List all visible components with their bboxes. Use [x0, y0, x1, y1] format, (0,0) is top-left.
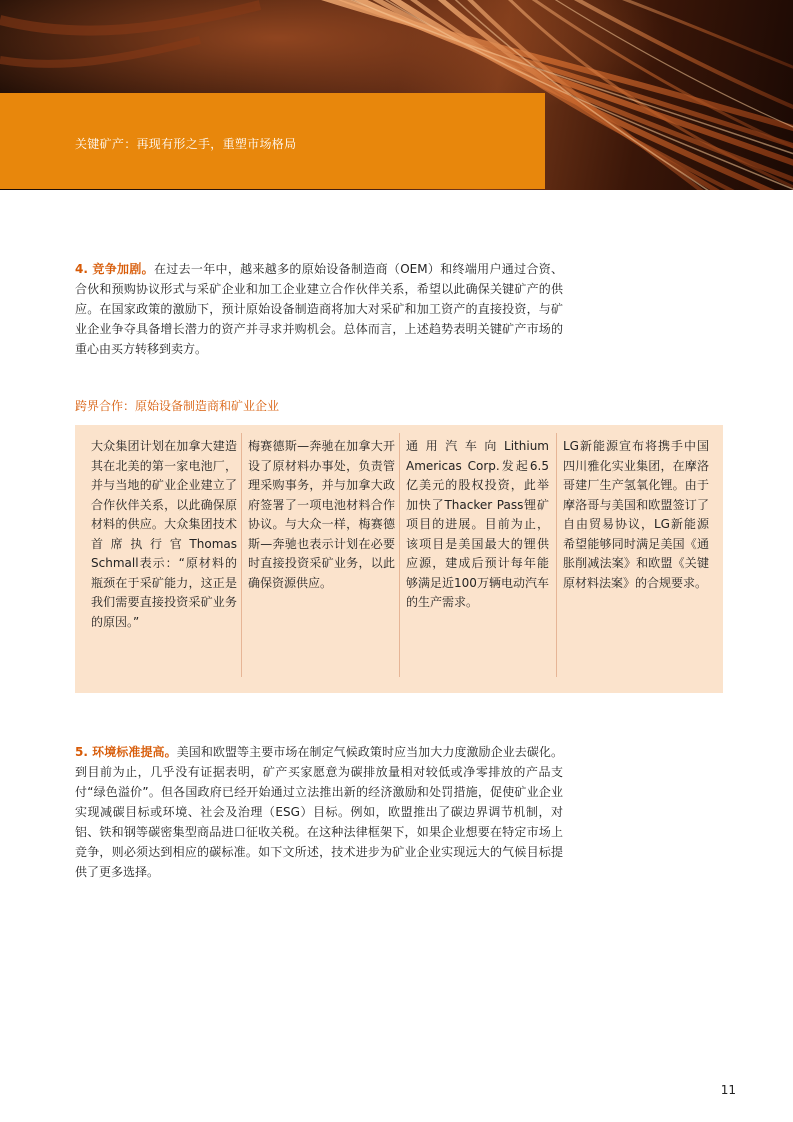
paragraph-lead-environment: 5. 环境标准提高。: [75, 745, 177, 759]
column-divider: [241, 433, 242, 677]
case-column-lg-energy: LG新能源宣布将携手中国四川雅化实业集团，在摩洛哥建厂生产氢氧化锂。由于摩洛哥与美国和欧盟签订了自由贸易协议，LG新能源希望能够同时满足美国《通胀削减法案》和欧盟《关键原材料法案》的合规要求。: [563, 439, 709, 590]
header-banner: [0, 93, 545, 189]
page-number: 11: [720, 1083, 736, 1097]
paragraph-body-environment: 美国和欧盟等主要市场在制定气候政策时应当加大力度激励企业去碳化。到目前为止，几乎没有证据表明，矿产买家愿意为碳排放量相对较低或净零排放的产品支付“绿色溢价”。但各国政府已经开始通过立法推出新的经济激励和处罚措施，促使矿业企业实现减碳目标或环境、社会及治理（ESG）目标。例如，欧盟推出了碳边界调节机制，对铝、铁和钢等碳密集型商品进口征收关税。在这种法律框架下，如果企业想要在特定市场上竞争，则必须达到相应的碳标准。如下文所述，技术进步为矿业企业实现远大的气候目标提供了更多选择。: [75, 745, 563, 879]
paragraph-environment: [75, 742, 563, 882]
case-column-general-motors: 通用汽车向Lithium Americas Corp.发起6.5亿美元的股权投资，此举加快了Thacker Pass锂矿项目的进展。目前为止，该项目是美国最大的锂供应源，建成后预计每年能够满足近100万辆电动汽车的生产需求。: [406, 439, 549, 609]
column-divider: [399, 433, 400, 677]
column-divider: [556, 433, 557, 677]
paragraph-lead-competition: 4. 竞争加剧。: [75, 262, 154, 276]
case-study-box: [75, 425, 723, 693]
case-column-mercedes: 梅赛德斯—奔驰在加拿大开设了原材料办事处，负责管理采购事务，并与加拿大政府签署了一项电池材料合作协议。与大众一样，梅赛德斯—奔驰也表示计划在必要时直接投资采矿业务，以此确保资源供应。: [248, 439, 395, 590]
banner-title: 关键矿产：再现有形之手，重塑市场格局: [75, 137, 297, 151]
case-column-volkswagen: 大众集团计划在加拿大建造其在北美的第一家电池厂，并与当地的矿业企业建立了合作伙伴关系，以此确保原材料的供应。大众集团技术首席执行官Thomas Schmall表示：“原材料的瓶颈在于采矿能力，这正是我们需要直接投资采矿业务的原因。”: [91, 439, 237, 629]
paragraph-competition: [75, 259, 563, 359]
section-heading-cross-sector: 跨界合作：原始设备制造商和矿业企业: [75, 399, 280, 413]
paragraph-body-competition: 在过去一年中，越来越多的原始设备制造商（OEM）和终端用户通过合资、合伙和预购协议形式与采矿企业和加工企业建立合作伙伴关系，希望以此确保关键矿产的供应。在国家政策的激励下，预计原始设备制造商将加大对采矿和加工资产的直接投资，与矿业企业争夺具备增长潜力的资产并寻求并购机会。总体而言，上述趋势表明关键矿产市场的重心由买方转移到卖方。: [75, 262, 564, 356]
